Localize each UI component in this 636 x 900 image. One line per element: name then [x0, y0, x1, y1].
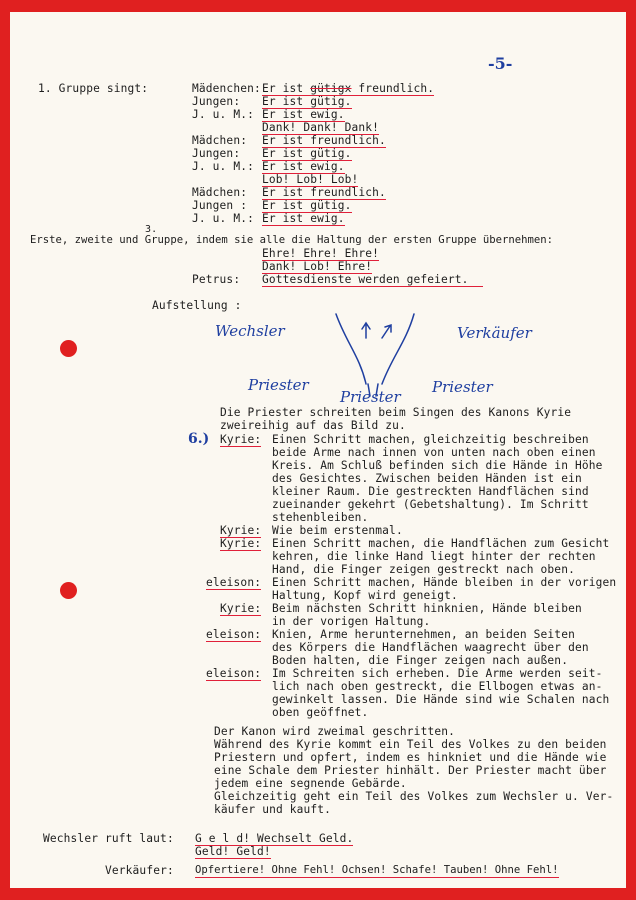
step-text: Kreis. Am Schluß befinden sich die Hände in Höhe [272, 459, 603, 472]
step-text: in der vorigen Haltung. [272, 615, 431, 628]
sung-line: Ehre! Ehre! Ehre! [262, 247, 380, 260]
step-text: Haltung, Kopf wird geneigt. [272, 589, 458, 602]
sung-line: Er ist gütig. [262, 199, 352, 212]
sketch-label-verkaeufer: Verkäufer [457, 324, 532, 342]
group-label: 1. Gruppe singt: [38, 82, 149, 95]
speaker-label: Jungen: [192, 95, 241, 108]
aufstellung-label: Aufstellung : [152, 299, 242, 312]
sung-line: Dank! Dank! Dank! [262, 121, 380, 134]
speaker-label: Mädchen: [192, 134, 248, 147]
step-text: Einen Schritt machen, die Handflächen zum Gesicht [272, 537, 610, 550]
closing-line: jedem eine segnende Gebärde. [214, 777, 407, 790]
page-number: -5- [488, 54, 513, 73]
closing-line: Der Kanon wird zweimal geschritten. [214, 725, 455, 738]
step-text: Knien, Arme herunternehmen, an beiden Seiten [272, 628, 575, 641]
closing-line: Während des Kyrie kommt ein Teil des Volkes zu den beiden [214, 738, 607, 751]
sketch-label-wechsler: Wechsler [215, 322, 285, 340]
sung-line: Er ist ewig. [262, 160, 345, 173]
sung-line: Opfertiere! Ohne Fehl! Ochsen! Schafe! Tauben! Ohne Fehl! [195, 864, 559, 876]
sketch-label-priester: Priester [248, 376, 309, 394]
step-text: Wie beim erstenmal. [272, 524, 403, 537]
closing-line: käufer und kauft. [214, 803, 332, 816]
step-text: des Körpers die Handflächen waagrecht über den [272, 641, 589, 654]
step-text: Beim nächsten Schritt hinknien, Hände bleiben [272, 602, 582, 615]
speaker-label: Petrus: [192, 273, 241, 286]
speaker-label: J. u. M.: [192, 160, 254, 173]
speaker-label: Jungen : [192, 199, 248, 212]
closing-line: Priestern und opfert, indem es hinkniet und die Hände wie [214, 751, 607, 764]
kanon-intro-line: zweireihig auf das Bild zu. [220, 419, 406, 432]
step-label: Kyrie: [220, 602, 262, 615]
step-label: eleison: [206, 628, 262, 641]
sung-line: Er ist ewig. [262, 108, 345, 121]
step-label: eleison: [206, 576, 262, 589]
margin-mark: 6.) [188, 431, 210, 447]
speaker-label: Mädchen: [192, 186, 248, 199]
group-instruction: Erste, zweite und Gruppe, indem sie alle die Haltung der ersten Gruppe übernehmen: [30, 234, 553, 246]
step-label: Kyrie: [220, 537, 262, 550]
step-text: Einen Schritt machen, gleichzeitig beschreiben [272, 433, 589, 446]
sung-line: Er ist freundlich. [262, 134, 386, 147]
step-text: kleiner Raum. Die gestreckten Handflächen sind [272, 485, 589, 498]
step-text: Im Schreiten sich erheben. Die Arme werden seit- [272, 667, 603, 680]
sung-line: Er ist gütig. [262, 95, 352, 108]
sketch-label-priester: Priester [432, 378, 493, 396]
kanon-intro-line: Die Priester schreiten beim Singen des Kanons Kyrie [220, 406, 572, 419]
step-text: des Gesichtes. Zwischen beiden Händen ist ein [272, 472, 582, 485]
step-text: zueinander gekehrt (Gebetshaltung). Im Schritt [272, 498, 589, 511]
sung-line: Geld! Geld! [195, 845, 271, 858]
speaker-label: J. u. M.: [192, 212, 254, 225]
step-text: kehren, die linke Hand liegt hinter der rechten [272, 550, 596, 563]
step-text: Boden halten, die Finger zeigen nach außen. [272, 654, 569, 667]
step-text: beide Arme nach innen von unten nach oben einen [272, 446, 596, 459]
inserted-number: 3. [145, 224, 158, 235]
staging-sketch [10, 12, 626, 432]
step-text: lich nach oben gestreckt, die Ellbogen etwas an- [272, 680, 603, 693]
punch-hole [60, 582, 77, 599]
speaker-label: Jungen: [192, 147, 241, 160]
sung-line: Er ist gütigx freundlich. [262, 82, 435, 95]
step-text: Hand, die Finger zeigen gestreckt nach oben. [272, 563, 575, 576]
sung-line: Er ist ewig. [262, 212, 345, 225]
step-label: Kyrie: [220, 524, 262, 537]
document-page [10, 12, 626, 888]
step-text: stehenbleiben. [272, 511, 369, 524]
sung-line: Dank! Lob! Ehre! [262, 260, 373, 273]
step-text: gewinkelt lassen. Die Hände sind wie Schalen nach [272, 693, 610, 706]
step-text: oben geöffnet. [272, 706, 369, 719]
sung-line: Er ist gütig. [262, 147, 352, 160]
step-text: Einen Schritt machen, Hände bleiben in der vorigen [272, 576, 617, 589]
sung-line: Gottesdienste werden gefeiert. [262, 273, 483, 287]
sung-line: G e l d! Wechselt Geld. [195, 832, 354, 845]
closing-line: eine Schale dem Priester hinhält. Der Priester macht über [214, 764, 607, 777]
step-label: Kyrie: [220, 433, 262, 446]
sung-line: Er ist freundlich. [262, 186, 386, 199]
step-label: eleison: [206, 667, 262, 680]
sung-line: Lob! Lob! Lob! [262, 173, 359, 186]
sketch-label-priester: Priester [340, 388, 401, 406]
closing-line: Gleichzeitig geht ein Teil des Volkes zum Wechsler u. Ver- [214, 790, 614, 803]
speaker-label: J. u. M.: [192, 108, 254, 121]
speaker-label: Verkäufer: [105, 864, 174, 877]
speaker-label: Wechsler ruft laut: [43, 832, 174, 845]
speaker-label: Mädenchen: [192, 82, 261, 95]
